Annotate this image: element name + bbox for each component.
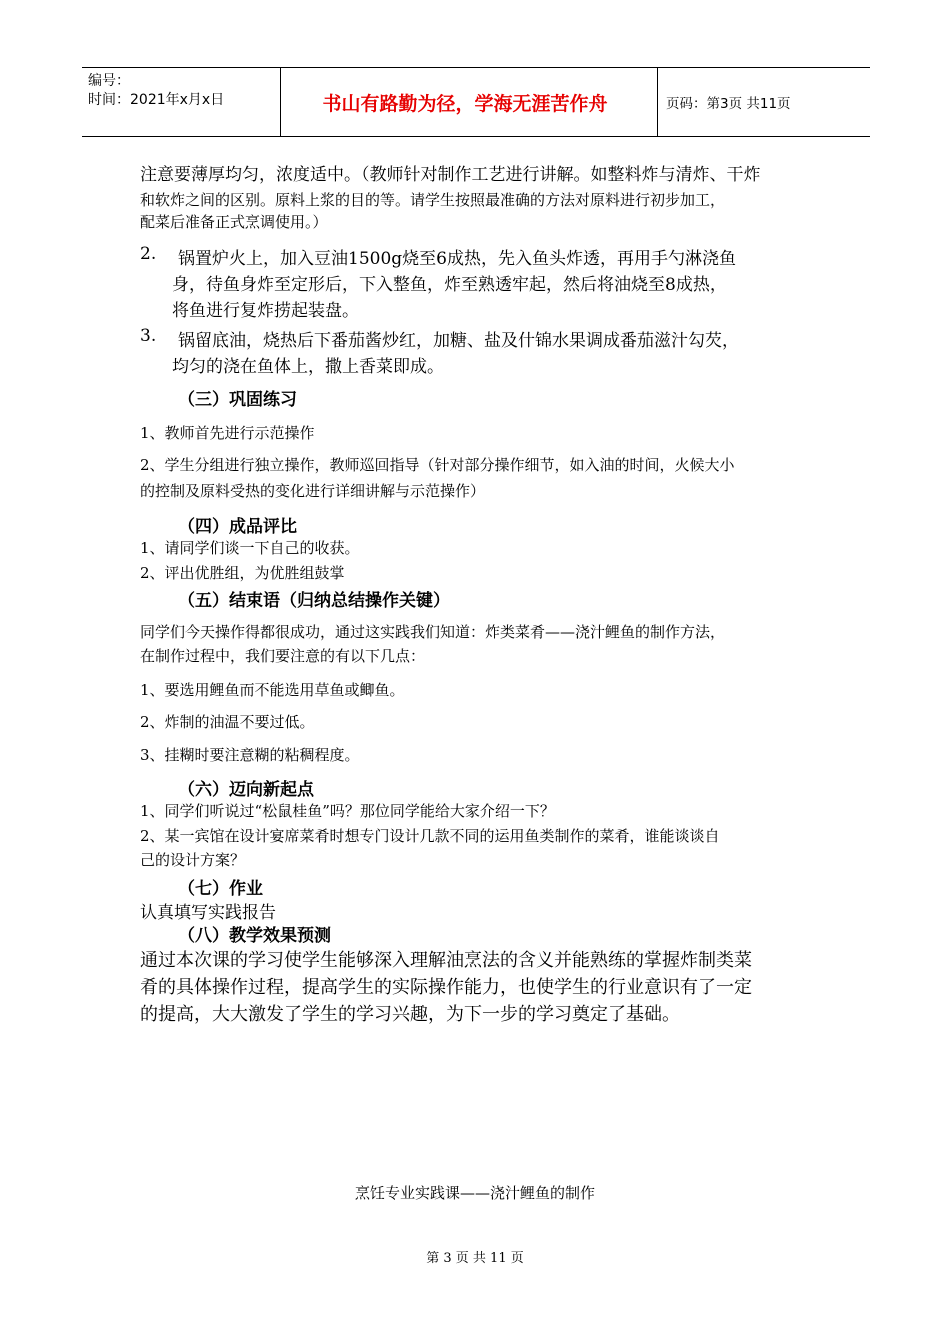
header-divider bbox=[280, 68, 281, 136]
step-line: 身，待鱼身炸至定形后，下入整鱼，炸至熟透牢起，然后将油烧至8成热， bbox=[172, 275, 727, 295]
paragraph-line: 注意要薄厚均匀，浓度适中。（教师针对制作工艺进行讲解。如整料炸与清炸、干炸 bbox=[140, 165, 761, 185]
header-page-info: 页码：第3页 共11页 bbox=[666, 96, 791, 112]
list-item: 3、挂糊时要注意糊的粘稠程度。 bbox=[140, 746, 360, 764]
page-header bbox=[82, 67, 870, 137]
list-item: 2、评出优胜组，为优胜组鼓掌 bbox=[140, 564, 345, 582]
section-heading: （八）教学效果预测 bbox=[178, 926, 331, 946]
paragraph-line: 配菜后准备正式烹调使用。） bbox=[140, 213, 328, 231]
list-item: 2、某一宾馆在设计宴席菜肴时想专门设计几款不同的运用鱼类制作的菜肴，谁能谈谈自 bbox=[140, 827, 720, 845]
step-number: 2. bbox=[140, 244, 157, 264]
list-item: 1、请同学们谈一下自己的收获。 bbox=[140, 539, 360, 557]
page-number-footer: 第 3 页 共 11 页 bbox=[426, 1251, 524, 1266]
course-title-footer: 烹饪专业实践课——浇汁鲤鱼的制作 bbox=[354, 1184, 595, 1202]
list-item: 1、教师首先进行示范操作 bbox=[140, 424, 315, 442]
paragraph-line: 在制作过程中，我们要注意的有以下几点： bbox=[140, 647, 426, 665]
section-heading: （七）作业 bbox=[178, 879, 263, 899]
header-motto: 书山有路勤为径，学海无涯苦作舟 bbox=[322, 92, 608, 115]
paragraph-line: 和软炸之间的区别。原料上浆的目的等。请学生按照最准确的方法对原料进行初步加工， bbox=[140, 191, 726, 209]
section-heading: （三）巩固练习 bbox=[178, 390, 297, 410]
list-item: 1、同学们听说过“松鼠桂鱼”吗？那位同学能给大家介绍一下？ bbox=[140, 802, 555, 820]
paragraph-line: 的提高，大大激发了学生的学习兴趣，为下一步的学习奠定了基础。 bbox=[140, 1004, 680, 1025]
step-line: 将鱼进行复炸捞起装盘。 bbox=[172, 301, 359, 321]
header-divider bbox=[657, 68, 658, 136]
list-item: 1、要选用鲤鱼而不能选用草鱼或鲫鱼。 bbox=[140, 681, 405, 699]
list-item: 的控制及原料受热的变化进行详细讲解与示范操作） bbox=[140, 482, 486, 500]
section-heading: （四）成品评比 bbox=[178, 517, 297, 537]
section-heading: （六）迈向新起点 bbox=[178, 780, 314, 800]
step-line: 锅置炉火上，加入豆油1500g烧至6成热，先入鱼头炸透，再用手勺淋浇鱼 bbox=[178, 249, 736, 269]
paragraph-line: 认真填写实践报告 bbox=[140, 903, 276, 923]
list-item: 2、学生分组进行独立操作，教师巡回指导（针对部分操作细节，如入油的时间，火候大小 bbox=[140, 456, 735, 474]
step-line: 均匀的浇在鱼体上，撒上香菜即成。 bbox=[172, 357, 444, 377]
header-meta bbox=[88, 72, 278, 110]
code-label: 编号： bbox=[88, 73, 130, 89]
list-item: 己的设计方案？ bbox=[140, 851, 246, 869]
step-number: 3. bbox=[140, 326, 157, 346]
list-item: 2、炸制的油温不要过低。 bbox=[140, 713, 315, 731]
paragraph-line: 同学们今天操作得都很成功，通过这实践我们知道：炸类菜肴——浇汁鲤鱼的制作方法， bbox=[140, 623, 726, 641]
time-label: 时间：2021年x月x日 bbox=[88, 92, 225, 108]
paragraph-line: 通过本次课的学习使学生能够深入理解油烹法的含义并能熟练的掌握炸制类菜 bbox=[140, 950, 752, 971]
step-line: 锅留底油，烧热后下番茄酱炒红，加糖、盐及什锦水果调成番茄滋汁勾芡， bbox=[178, 331, 739, 351]
section-heading: （五）结束语（归纳总结操作关键） bbox=[178, 591, 450, 611]
paragraph-line: 肴的具体操作过程，提高学生的实际操作能力，也使学生的行业意识有了一定 bbox=[140, 977, 752, 998]
